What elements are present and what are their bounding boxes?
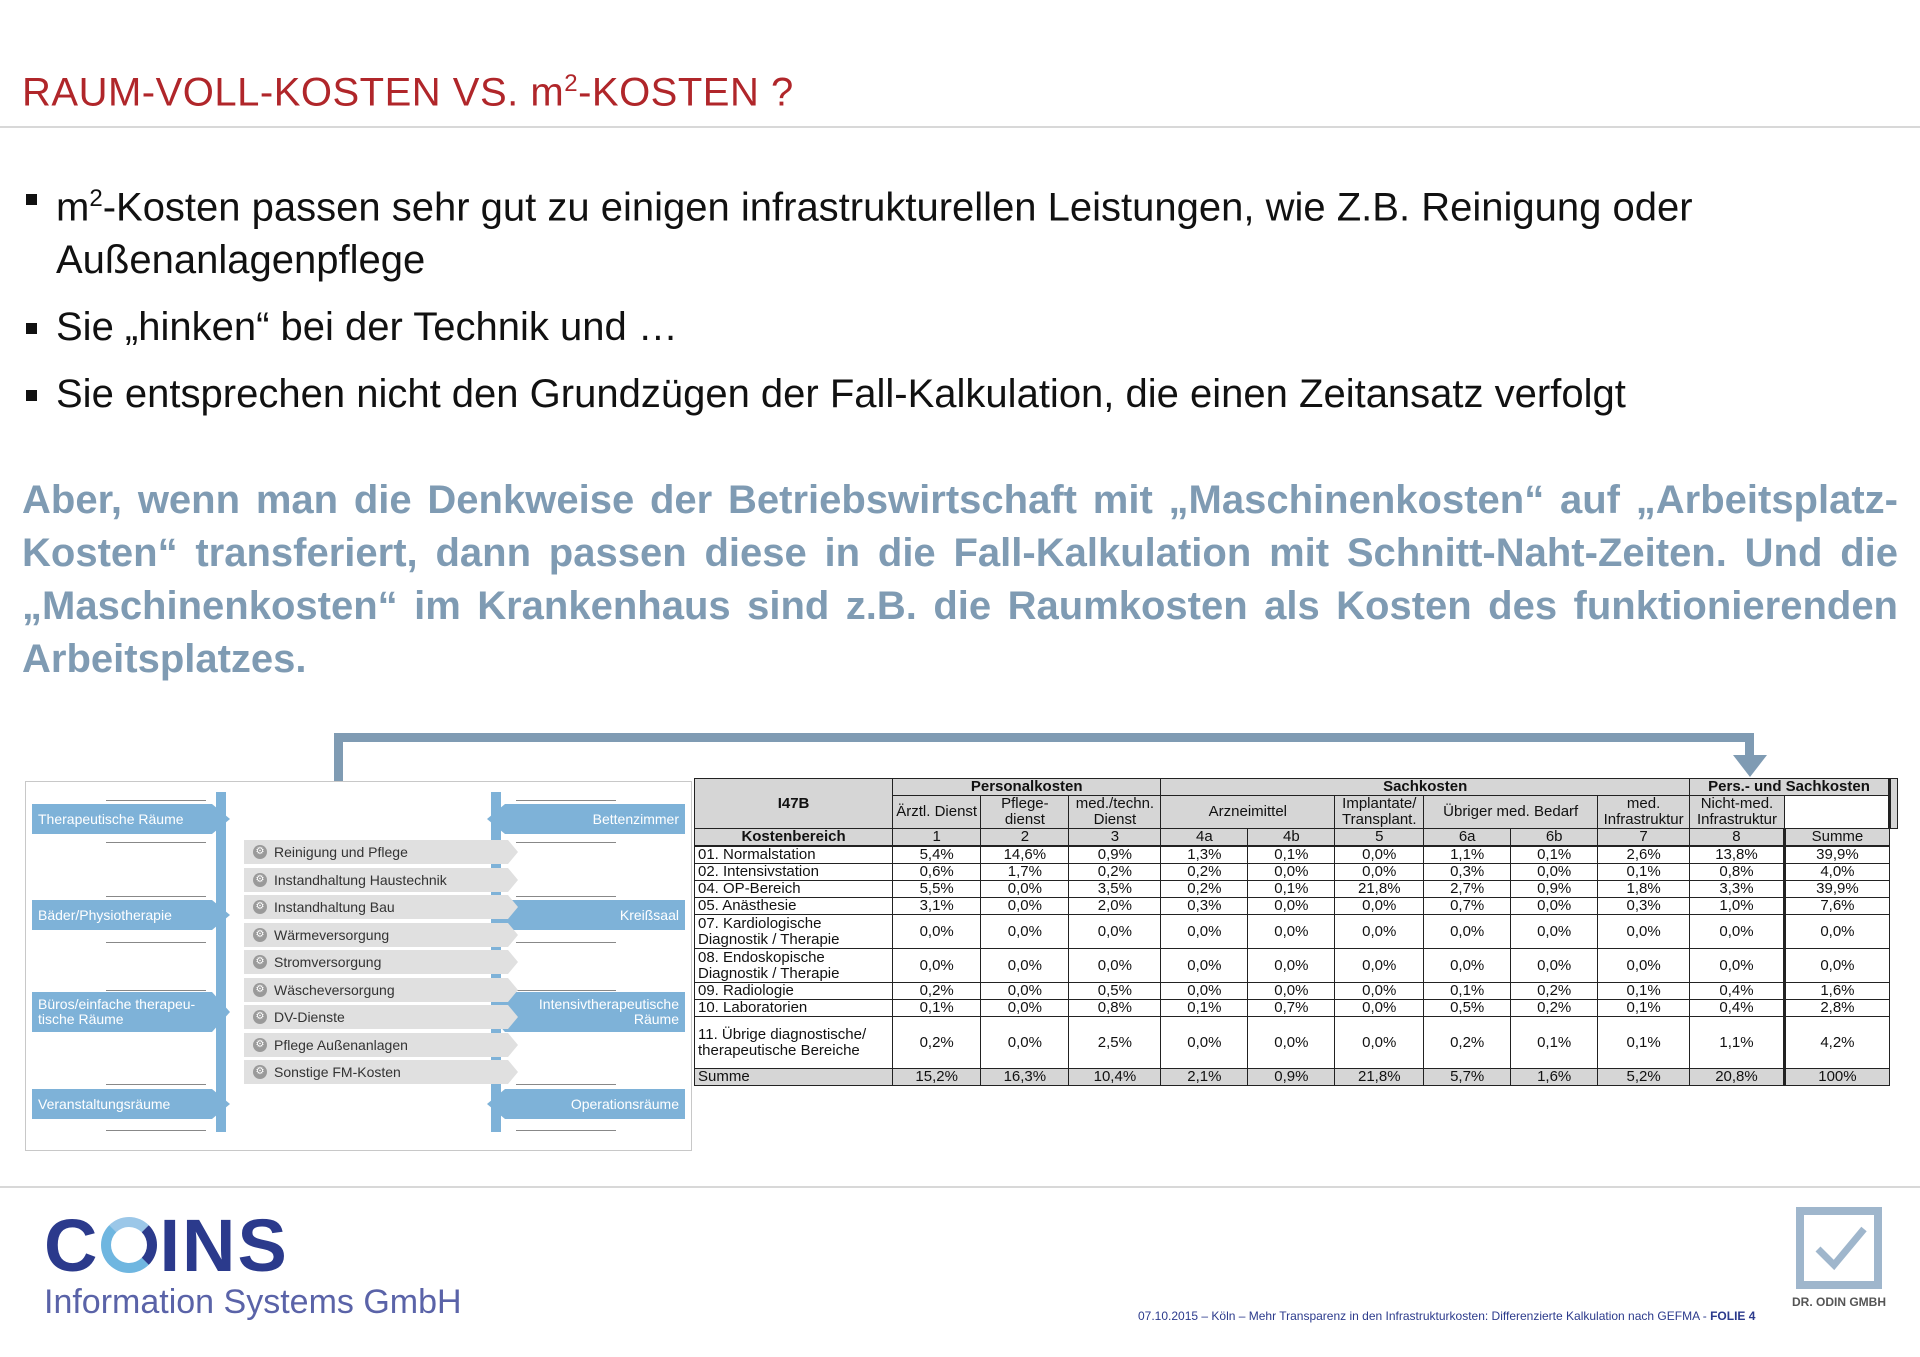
table-cell: 0,0% bbox=[1784, 915, 1889, 949]
square-bullet-icon bbox=[26, 323, 37, 334]
col-number: 8 bbox=[1690, 829, 1785, 847]
subheader: Ärztl. Dienst bbox=[893, 796, 981, 829]
table-cell: 0,0% bbox=[981, 881, 1069, 898]
table-cell: 0,3% bbox=[1424, 864, 1511, 881]
table-cell: 5,4% bbox=[893, 846, 981, 864]
table-cell: 0,0% bbox=[1690, 949, 1785, 983]
footer-note: 07.10.2015 – Köln – Mehr Transparenz in den Infrastrukturkosten: Differenzierte Kalkulation nach GEFMA - FOLIE 4 bbox=[1138, 1309, 1756, 1323]
table-cell: 1,8% bbox=[1598, 881, 1690, 898]
room-diagram bbox=[25, 781, 692, 1151]
service-item: ⚙ Wärmeversorgung bbox=[244, 923, 508, 947]
table-cell: 1,7% bbox=[981, 864, 1069, 881]
square-bullet-icon bbox=[26, 194, 37, 205]
table-cell: 39,9% bbox=[1784, 846, 1889, 864]
table-cell: 0,0% bbox=[1335, 983, 1424, 1000]
table-cell: 100% bbox=[1784, 1069, 1889, 1086]
col-number: 6b bbox=[1511, 829, 1598, 847]
table-cell: 5,5% bbox=[893, 881, 981, 898]
table-cell: 0,0% bbox=[981, 1017, 1069, 1069]
subheader: Pflege-dienst bbox=[981, 796, 1069, 829]
footer-divider bbox=[0, 1186, 1920, 1188]
subheader: Implantate/ Transplant. bbox=[1335, 796, 1424, 829]
table-cell: 2,5% bbox=[1069, 1017, 1161, 1069]
table-cell: 0,1% bbox=[1248, 881, 1335, 898]
gear-bullet-icon: ⚙ bbox=[253, 1010, 267, 1024]
table-cell: 5,7% bbox=[1424, 1069, 1511, 1086]
table-row bbox=[695, 1017, 1898, 1069]
table-cell: 0,2% bbox=[893, 1017, 981, 1069]
table-row bbox=[695, 915, 1898, 949]
row-label: 02. Intensivstation bbox=[695, 864, 893, 881]
table-cell: 0,0% bbox=[1335, 846, 1424, 864]
table-cell: 0,2% bbox=[1511, 983, 1598, 1000]
table-cell: 0,5% bbox=[1424, 1000, 1511, 1017]
square-bullet-icon bbox=[26, 390, 37, 401]
table-row bbox=[695, 949, 1898, 983]
table-cell: 20,8% bbox=[1690, 1069, 1785, 1086]
table-cell: 1,3% bbox=[1161, 846, 1248, 864]
table-cell: 0,1% bbox=[893, 1000, 981, 1017]
table-cell: 0,0% bbox=[1248, 898, 1335, 915]
table-cell: 0,7% bbox=[1424, 898, 1511, 915]
table-cell: 0,9% bbox=[1511, 881, 1598, 898]
highlight-paragraph: Aber, wenn man die Denkweise der Betriebswirtschaft mit „Maschinenkosten“ auf „Arbeitsplatz-Kosten“ transferiert, dann passen diese in die Fall-Kalkulation mit Schnitt-Naht-Zeiten. Und die „Maschinenkosten“ im Krankenhaus sind z.B. die Raumkosten als Kosten des funktionierenden Arbeitsplatzes. bbox=[22, 478, 1898, 681]
table-cell: 0,0% bbox=[1248, 949, 1335, 983]
coins-ring-icon bbox=[101, 1217, 157, 1273]
row-label: Summe bbox=[695, 1069, 893, 1086]
service-item: ⚙ Reinigung und Pflege bbox=[244, 840, 508, 864]
table-cell: 0,4% bbox=[1690, 1000, 1785, 1017]
table-cell: 0,1% bbox=[1598, 983, 1690, 1000]
table-cell: 0,1% bbox=[1598, 864, 1690, 881]
subheader: Arzneimittel bbox=[1161, 796, 1335, 829]
table-cell: 0,0% bbox=[1069, 949, 1161, 983]
room-bettenzimmer: Bettenzimmer bbox=[505, 804, 685, 834]
gear-bullet-icon: ⚙ bbox=[253, 1065, 267, 1079]
row-label: 04. OP-Bereich bbox=[695, 881, 893, 898]
table-cell: 0,0% bbox=[981, 898, 1069, 915]
table-number-row bbox=[695, 829, 1898, 847]
gear-bullet-icon: ⚙ bbox=[253, 873, 267, 887]
table-cell: 0,7% bbox=[1248, 1000, 1335, 1017]
table-cell: 0,5% bbox=[1069, 983, 1161, 1000]
table-cell: 0,0% bbox=[1161, 949, 1248, 983]
table-cell: 0,0% bbox=[1511, 898, 1598, 915]
table-cell: 39,9% bbox=[1784, 881, 1889, 898]
title-divider bbox=[0, 126, 1920, 128]
col-number: 5 bbox=[1335, 829, 1424, 847]
table-cell: 0,0% bbox=[1248, 983, 1335, 1000]
table-cell: 0,2% bbox=[1511, 1000, 1598, 1017]
table-cell: 0,0% bbox=[1335, 1000, 1424, 1017]
col-number: 4a bbox=[1161, 829, 1248, 847]
gear-bullet-icon: ⚙ bbox=[253, 983, 267, 997]
table-cell: 2,7% bbox=[1424, 881, 1511, 898]
table-row bbox=[695, 846, 1898, 864]
table-cell: 1,0% bbox=[1690, 898, 1785, 915]
table-cell: 0,0% bbox=[1511, 915, 1598, 949]
col-number: 2 bbox=[981, 829, 1069, 847]
table-cell: 0,0% bbox=[1424, 949, 1511, 983]
subheader: Nicht-med. Infrastruktur bbox=[1690, 796, 1785, 829]
service-item: ⚙ Pflege Außenanlagen bbox=[244, 1033, 508, 1057]
table-cell: 3,3% bbox=[1690, 881, 1785, 898]
table-cell: 21,8% bbox=[1335, 1069, 1424, 1086]
room-operationsraeume: Operationsräume bbox=[505, 1089, 685, 1119]
table-row bbox=[695, 1069, 1898, 1086]
table-row bbox=[695, 898, 1898, 915]
odin-label: DR. ODIN GMBH bbox=[1792, 1295, 1886, 1309]
table-cell: 2,8% bbox=[1784, 1000, 1889, 1017]
subheader: med. Infrastruktur bbox=[1598, 796, 1690, 829]
group-personalkosten: Personalkosten bbox=[893, 779, 1161, 796]
table-cell: 0,0% bbox=[981, 949, 1069, 983]
service-item: ⚙ Instandhaltung Bau bbox=[244, 895, 508, 919]
table-cell: 0,0% bbox=[981, 915, 1069, 949]
table-cell: 0,0% bbox=[1335, 1017, 1424, 1069]
table-cell: 0,0% bbox=[981, 983, 1069, 1000]
row-label: 01. Normalstation bbox=[695, 846, 893, 864]
table-cell: 0,0% bbox=[1511, 864, 1598, 881]
table-cell: 0,8% bbox=[1069, 1000, 1161, 1017]
table-cell: 0,0% bbox=[1335, 949, 1424, 983]
col-number: 1 bbox=[893, 829, 981, 847]
table-cell: 14,6% bbox=[981, 846, 1069, 864]
table-cell: 21,8% bbox=[1335, 881, 1424, 898]
table-group-header bbox=[695, 779, 1898, 796]
table-cell: 0,1% bbox=[1511, 846, 1598, 864]
table-cell: 0,2% bbox=[1424, 1017, 1511, 1069]
table-cell: 0,8% bbox=[1690, 864, 1785, 881]
connector-arrow bbox=[334, 733, 1754, 742]
col-number: 7 bbox=[1598, 829, 1690, 847]
table-cell: 4,0% bbox=[1784, 864, 1889, 881]
odin-logo bbox=[1786, 1207, 1892, 1309]
room-therapeutische-raeume: Therapeutische Räume bbox=[32, 804, 212, 834]
subheader: med./techn. Dienst bbox=[1069, 796, 1161, 829]
row-label-header: Kostenbereich bbox=[695, 829, 893, 847]
table-cell: 0,0% bbox=[981, 1000, 1069, 1017]
table-cell: 0,2% bbox=[1069, 864, 1161, 881]
service-list bbox=[244, 840, 508, 1088]
table-cell: 0,0% bbox=[1335, 915, 1424, 949]
col-number: 4b bbox=[1248, 829, 1335, 847]
row-label: 10. Laboratorien bbox=[695, 1000, 893, 1017]
table-cell: 13,8% bbox=[1690, 846, 1785, 864]
group-pers-sachkosten: Pers.- und Sachkosten bbox=[1690, 779, 1890, 796]
gear-bullet-icon: ⚙ bbox=[253, 900, 267, 914]
table-cell: 0,1% bbox=[1511, 1017, 1598, 1069]
service-item: ⚙ Stromversorgung bbox=[244, 950, 508, 974]
table-cell: 0,0% bbox=[1248, 864, 1335, 881]
table-cell: 0,0% bbox=[1069, 915, 1161, 949]
table-row bbox=[695, 881, 1898, 898]
table-cell: 0,0% bbox=[1248, 1017, 1335, 1069]
table-cell: 0,1% bbox=[1424, 983, 1511, 1000]
table-cell: 15,2% bbox=[893, 1069, 981, 1086]
table-cell: 2,0% bbox=[1069, 898, 1161, 915]
coins-logo: C INS Information Systems GmbH bbox=[44, 1204, 462, 1321]
table-cell: 0,2% bbox=[1161, 864, 1248, 881]
table-cell: 0,0% bbox=[1690, 915, 1785, 949]
room-bueros: Büros/einfache therapeu-tische Räume bbox=[32, 992, 212, 1032]
group-sachkosten: Sachkosten bbox=[1161, 779, 1690, 796]
table-cell: 0,0% bbox=[893, 915, 981, 949]
service-item: ⚙ Sonstige FM-Kosten bbox=[244, 1060, 508, 1084]
table-cell: 1,1% bbox=[1690, 1017, 1785, 1069]
arrow-down-icon bbox=[1733, 755, 1767, 777]
col-number: 3 bbox=[1069, 829, 1161, 847]
table-cell: 0,3% bbox=[1161, 898, 1248, 915]
service-item: ⚙ Wäscheversorgung bbox=[244, 978, 508, 1002]
table-cell: 3,5% bbox=[1069, 881, 1161, 898]
table-cell: 0,1% bbox=[1598, 1017, 1690, 1069]
table-body bbox=[695, 846, 1898, 1086]
checkmark-icon bbox=[1796, 1207, 1882, 1289]
room-kreisssaal: Kreißsaal bbox=[505, 900, 685, 930]
room-intensivtherapeutische-raeume: Intensivtherapeutische Räume bbox=[505, 992, 685, 1032]
row-label: 11. Übrige diagnostische/ therapeutische Bereiche bbox=[695, 1017, 893, 1069]
table-cell: 0,0% bbox=[1784, 949, 1889, 983]
table-cell: 3,1% bbox=[893, 898, 981, 915]
table-cell: 1,6% bbox=[1784, 983, 1889, 1000]
table-cell: 1,6% bbox=[1511, 1069, 1598, 1086]
table-cell: 0,0% bbox=[1335, 898, 1424, 915]
room-veranstaltungsraeume: Veranstaltungsräume bbox=[32, 1089, 212, 1119]
gear-bullet-icon: ⚙ bbox=[253, 955, 267, 969]
table-cell: 0,0% bbox=[1161, 983, 1248, 1000]
service-item: ⚙ DV-Dienste bbox=[244, 1005, 508, 1029]
col-number: Summe bbox=[1784, 829, 1889, 847]
table-cell: 0,2% bbox=[893, 983, 981, 1000]
table-cell: 0,0% bbox=[1248, 915, 1335, 949]
table-cell: 0,4% bbox=[1690, 983, 1785, 1000]
row-label: 05. Anästhesie bbox=[695, 898, 893, 915]
slide-title: RAUM-VOLL-KOSTEN VS. $m^2$-KOSTEN ? bbox=[22, 70, 794, 115]
table-cell: 0,0% bbox=[1511, 949, 1598, 983]
row-label: 09. Radiologie bbox=[695, 983, 893, 1000]
table-cell: 5,2% bbox=[1598, 1069, 1690, 1086]
gear-bullet-icon: ⚙ bbox=[253, 928, 267, 942]
table-cell: 2,1% bbox=[1161, 1069, 1248, 1086]
gear-bullet-icon: ⚙ bbox=[253, 1038, 267, 1052]
table-cell: 16,3% bbox=[981, 1069, 1069, 1086]
table-cell: 0,0% bbox=[1598, 949, 1690, 983]
table-cell: 0,9% bbox=[1069, 846, 1161, 864]
table-cell: 4,2% bbox=[1784, 1017, 1889, 1069]
col-number: 6a bbox=[1424, 829, 1511, 847]
table-cell: 0,6% bbox=[893, 864, 981, 881]
table-cell: 0,0% bbox=[1161, 1017, 1248, 1069]
table-row bbox=[695, 864, 1898, 881]
logo-subtitle: Information Systems GmbH bbox=[44, 1283, 462, 1321]
table-cell: 1,1% bbox=[1424, 846, 1511, 864]
bullet-item: Sie entsprechen nicht den Grundzügen der Fall-Kalkulation, die einen Zeitansatz verfolgt bbox=[24, 368, 1904, 421]
service-item: ⚙ Instandhaltung Haustechnik bbox=[244, 868, 508, 892]
table-cell: 0,2% bbox=[1161, 881, 1248, 898]
table-cell: 0,0% bbox=[1598, 915, 1690, 949]
table-cell: 7,6% bbox=[1784, 898, 1889, 915]
table-cell: 0,0% bbox=[1424, 915, 1511, 949]
table-cell: 0,0% bbox=[1161, 915, 1248, 949]
row-label: 08. Endoskopische Diagnostik / Therapie bbox=[695, 949, 893, 983]
room-baeder-physiotherapie: Bäder/Physiotherapie bbox=[32, 900, 212, 930]
table-row bbox=[695, 1000, 1898, 1017]
table-cell: 0,3% bbox=[1598, 898, 1690, 915]
diagram-left-bar bbox=[216, 792, 226, 1132]
row-label: 07. Kardiologische Diagnostik / Therapie bbox=[695, 915, 893, 949]
table-cell: 2,6% bbox=[1598, 846, 1690, 864]
table-cell: 0,1% bbox=[1161, 1000, 1248, 1017]
table-cell: 0,9% bbox=[1248, 1069, 1335, 1086]
table-code: I47B bbox=[695, 779, 893, 829]
subheader: Übriger med. Bedarf bbox=[1424, 796, 1598, 829]
cost-table bbox=[694, 778, 1898, 1086]
table-cell: 0,1% bbox=[1598, 1000, 1690, 1017]
table-cell: 0,0% bbox=[1335, 864, 1424, 881]
bullet-item: Sie „hinken“ bei der Technik und … bbox=[24, 301, 1904, 354]
gear-bullet-icon: ⚙ bbox=[253, 845, 267, 859]
bullet-list bbox=[24, 172, 1904, 435]
table-cell: 0,1% bbox=[1248, 846, 1335, 864]
table-row bbox=[695, 983, 1898, 1000]
table-cell: 10,4% bbox=[1069, 1069, 1161, 1086]
bullet-item: $m^2$-Kosten passen sehr gut zu einigen infrastrukturellen Leistungen, wie Z.B. Reinigung oder Außenanlagenpflege bbox=[24, 172, 1904, 287]
table-cell: 0,0% bbox=[893, 949, 981, 983]
